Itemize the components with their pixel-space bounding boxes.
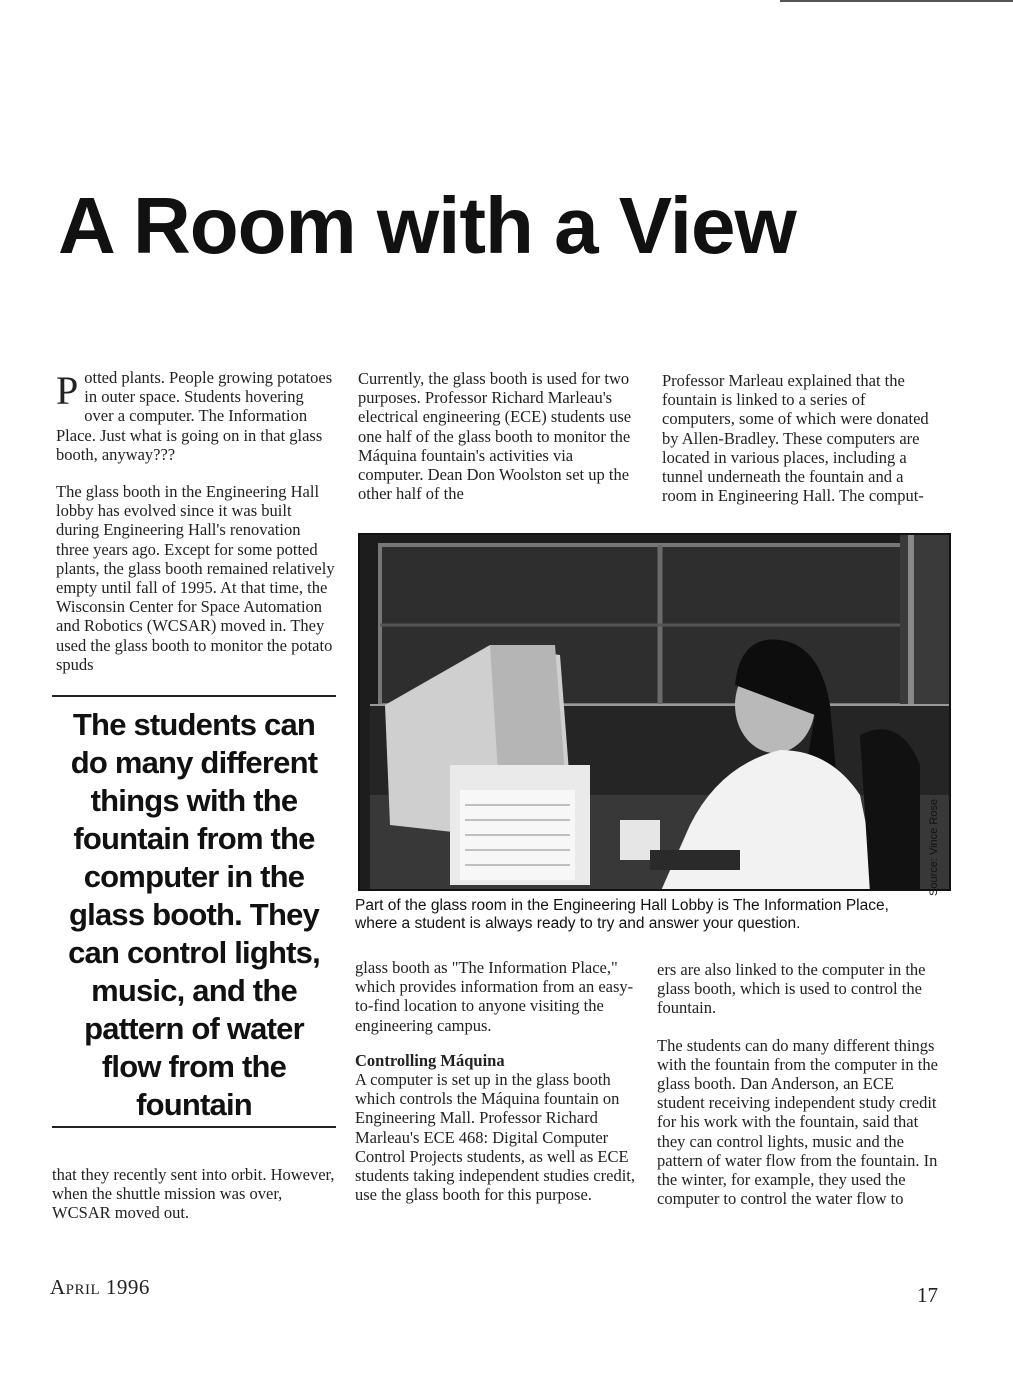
issue-date: April 1996 bbox=[50, 1275, 150, 1299]
body-paragraph: Professor Marleau explained that the fountain is linked to a series of computers, some of which were donated by Allen-Bradley. These computers are located in various places, including a tunnel underneath the fountain and a room in Engineering Hall. The comput- bbox=[662, 371, 929, 506]
body-paragraph: A computer is set up in the glass booth which controls the Máquina fountain on Engineering Mall. Professor Richard Marleau's ECE 468: Digital Computer Control Projects students, as well as ECE students taking independent studies credit, use the glass booth for this purpose. bbox=[355, 1070, 635, 1205]
body-paragraph: The glass booth in the Engineering Hall lobby has evolved since it was built during Engineering Hall's renovation three years ago. Except for some potted plants, the glass booth remained relatively empty until fall of 1995. At that time, the Wisconsin Center for Space Automation and Robotics (WCSAR) moved in. They used the glass booth to monitor the potato spuds bbox=[56, 482, 335, 674]
drop-cap: P bbox=[56, 368, 79, 413]
pullquote-top-rule bbox=[52, 695, 336, 697]
column-1-bottom bbox=[52, 1165, 336, 1223]
column-2-top bbox=[358, 369, 638, 503]
body-paragraph: The students can do many different things with the fountain from the computer in the glass booth. Dan Anderson, an ECE student receiving independent study credit for his work with the fountain, said that they can control lights, music and the pattern of water flow from the fountain. In the winter, for example, they used the computer to control the water flow to bbox=[657, 1035, 938, 1209]
top-rule bbox=[780, 0, 1013, 2]
body-paragraph: that they recently sent into orbit. However, when the shuttle mission was over, WCSAR moved out. bbox=[52, 1165, 335, 1223]
photo-caption: Part of the glass room in the Engineering Hall Lobby is The Information Place, where a student is always ready to try and answer your question. bbox=[355, 897, 889, 932]
article-title: A Room with a View bbox=[58, 181, 796, 270]
body-paragraph: ers are also linked to the computer in the glass booth, which is used to control the fountain. bbox=[657, 960, 926, 1018]
pullquote-bottom-rule bbox=[52, 1126, 336, 1128]
body-paragraph: glass booth as "The Information Place," which provides information from an easy-to-find location to anyone visiting the engineering campus. bbox=[355, 958, 634, 1035]
intro-paragraph: Potted plants. People growing potatoes in outer space. Students hovering over a computer. The Information Place. Just what is going on in that glass booth, anyway??? bbox=[56, 368, 333, 464]
pull-quote: The students can do many different things with the fountain from the computer in the glass booth. They can control lights, music, and the pattern of water flow from the fountain bbox=[68, 707, 320, 1122]
photo-student-at-computer bbox=[360, 535, 951, 891]
page-number: 17 bbox=[917, 1283, 938, 1307]
subheading: Controlling Máquina bbox=[355, 1050, 505, 1070]
column-1-top bbox=[56, 368, 336, 674]
column-3-bottom bbox=[657, 960, 941, 1208]
body-paragraph: Currently, the glass booth is used for two purposes. Professor Richard Marleau's electrical engineering (ECE) students use one half of the glass booth to monitor the Máquina fountain's activities via computer. Dean Don Woolston set up the other half of the bbox=[358, 369, 632, 504]
photo-credit: Source: Vince Rose bbox=[928, 798, 940, 896]
article-photo bbox=[358, 533, 951, 891]
column-2-bottom bbox=[355, 958, 637, 1204]
column-3-top bbox=[662, 371, 942, 505]
